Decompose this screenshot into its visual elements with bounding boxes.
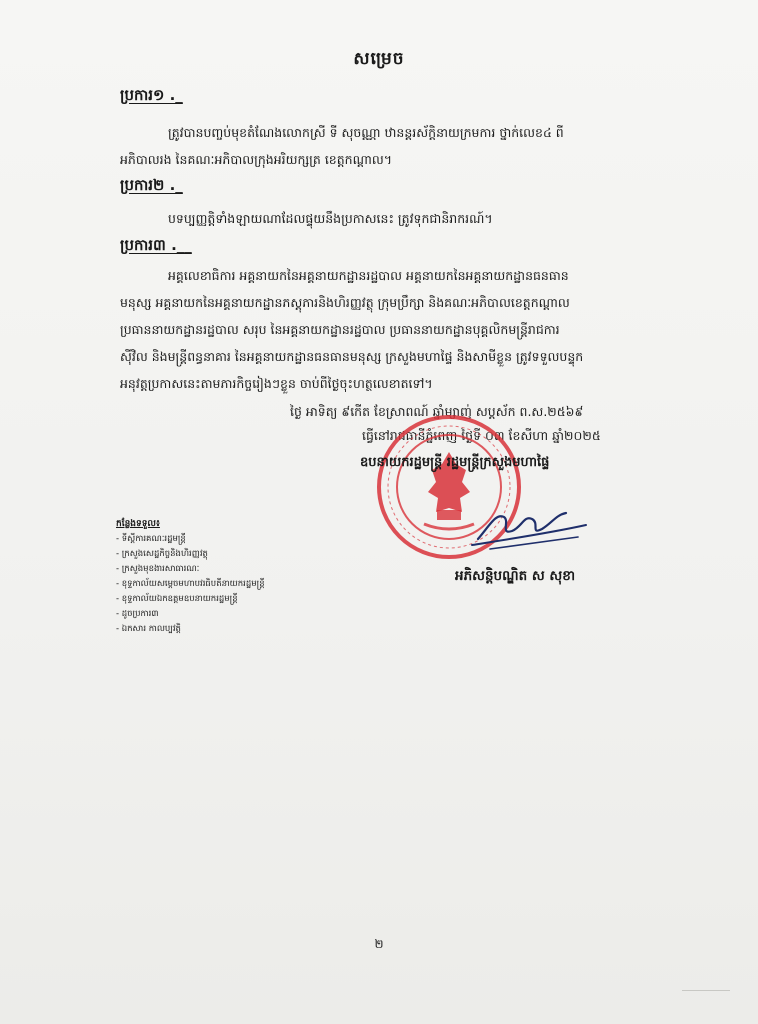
article-1-label-text: ប្រការ១ ._: [120, 86, 183, 104]
article-3-line: មនុស្ស អគ្គនាយកនៃអគ្គនាយកដ្ឋានភស្តុភារនិងហិរញ្ញវត្ថុ ក្រុមប្រឹក្សា និងគណៈអភិបាលខេត្តកណ្ដាល: [120, 295, 570, 310]
article-2-text: [120, 205, 676, 232]
signature-icon: [470, 495, 590, 555]
recipient-item: - ខុទ្ទកាល័យសម្ដេចមហាបវរធិបតីនាយករដ្ឋមន្ត្រី: [116, 579, 265, 589]
article-3-label-text: ប្រការ៣ .__: [120, 236, 192, 254]
article-3-line: អនុវត្តប្រកាសនេះតាមភារកិច្ចរៀងៗខ្លួន ចាប់ពីថ្ងៃចុះហត្ថលេខាតទៅ។: [120, 376, 433, 391]
recipients-list: [116, 517, 265, 637]
recipients-title: កន្លែងទទួល៖: [116, 519, 160, 529]
article-2-label: [120, 176, 183, 198]
document-heading: សម្រេច: [353, 49, 405, 69]
recipient-item: - ទីស្តីការគណៈរដ្ឋមន្ត្រី: [116, 534, 186, 544]
article-2-label-text: ប្រការ២ ._: [120, 176, 183, 194]
page-number: ២: [374, 937, 384, 951]
lunar-date: ថ្ងៃ អាទិត្យ ៩កើត ខែស្រាពណ៍ ឆ្នាំម្សាញ់ សប្តស័ក ព.ស.២៥៦៩: [290, 404, 584, 419]
article-3-label: [120, 236, 192, 258]
minister-title: ឧបនាយករដ្ឋមន្ត្រី រដ្ឋមន្ត្រីក្រសួងមហាផ្ទៃ: [360, 455, 550, 470]
article-3-line: អគ្គលេខាធិការ អគ្គនាយកនៃអគ្គនាយកដ្ឋានរដ្ឋបាល អគ្គនាយកនៃអគ្គនាយកដ្ឋានធនធាន: [168, 268, 569, 283]
signer-name: អភិសន្តិបណ្ឌិត ស សុខា: [455, 568, 576, 584]
recipient-item: - ក្រសួងសេដ្ឋកិច្ចនិងហិរញ្ញវត្ថុ: [116, 549, 208, 559]
recipient-item: - ដូចប្រការ៣: [116, 609, 159, 619]
gregorian-date: ធ្វើនៅរាជធានីភ្នំពេញ ថ្ងៃទី ០៣ ខែសីហា ឆ្នាំ២០២៥: [362, 428, 601, 443]
article-3-line: ស៊ីវិល និងមន្ត្រីពន្ធនាគារ នៃអគ្គនាយកដ្ឋានធនធានមនុស្ស ក្រសួងមហាផ្ទៃ និងសាមីខ្លួន ត្រូវទទួលបន្ទុក: [120, 349, 584, 364]
recipient-item: - ឯកសារ កាលប្បវត្តិ: [116, 624, 181, 634]
article-1-line: អភិបាលរង នៃគណៈអភិបាលក្រុងអរិយក្សត្រ ខេត្តកណ្ដាល។: [120, 152, 392, 167]
article-1-line: ត្រូវបានបញ្ចប់មុខតំណែងលោកស្រី ទី សុចណ្ណា ឋានន្តរស័ក្តិនាយក្រមការ ថ្នាក់លេខ៤ ពី: [168, 125, 564, 140]
article-1-text: [120, 119, 676, 173]
recipient-item: - ខុទ្ទកាល័យឯកឧត្ដមឧបនាយករដ្ឋមន្ត្រី: [116, 594, 238, 604]
recipient-item: - ក្រសួងមុខងារសាធារណៈ: [116, 564, 200, 574]
article-1-label: [120, 86, 183, 108]
scan-edge: [682, 990, 730, 1011]
article-3-line: ប្រធាននាយកដ្ឋានរដ្ឋបាល សរុប នៃអគ្គនាយកដ្ឋានរដ្ឋបាល ប្រធាននាយកដ្ឋានបុគ្គលិកមន្ត្រីរាជការ: [120, 322, 560, 337]
article-3-text: [120, 262, 676, 397]
article-2-line: បទប្បញ្ញត្តិទាំងឡាយណាដែលផ្ទុយនឹងប្រកាសនេះ ត្រូវទុកជានិរាករណ៍។: [168, 211, 493, 226]
